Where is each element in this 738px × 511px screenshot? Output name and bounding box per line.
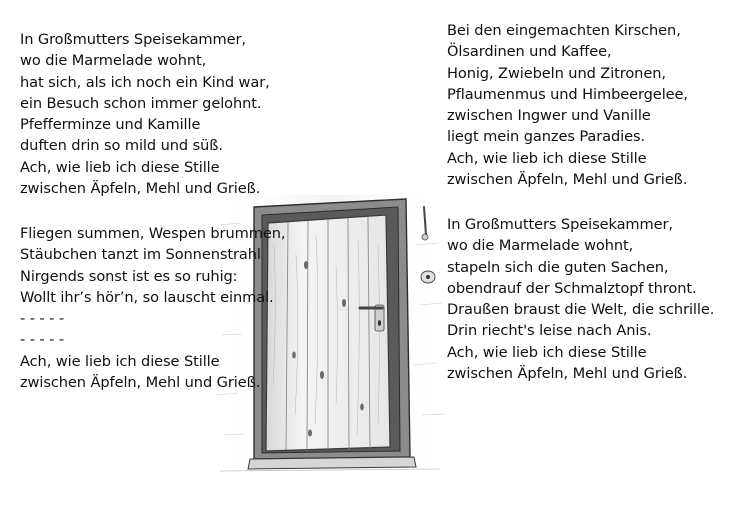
verse-line: Ach, wie lieb ich diese Stille	[447, 149, 647, 167]
verse-line: Bei den eingemachten Kirschen,	[447, 22, 681, 39]
verse-line: Pfefferminze und Kamille	[20, 116, 201, 134]
verse-line: Stäubchen tanzt im Sonnenstrahl	[20, 246, 261, 264]
stanza-1	[20, 29, 270, 199]
verse-line: Pflaumenmus und Himbeergelee,	[447, 85, 688, 103]
verse-line: ein Besuch schon immer gelohnt.	[20, 94, 262, 112]
verse-line: wo die Marmelade wohnt,	[20, 52, 207, 70]
verse-line: In Großmutters Speisekammer,	[447, 216, 673, 233]
verse-line: Nirgends sonst ist es so ruhig:	[20, 267, 238, 285]
verse-line: Draußen braust die Welt, die schrille.	[447, 301, 715, 319]
stanza-4	[447, 214, 714, 384]
verse-line: zwischen Äpfeln, Mehl und Grieß.	[20, 180, 261, 198]
verse-line: In Großmutters Speisekammer,	[20, 31, 246, 48]
verse-line: duften drin so mild und süß.	[20, 137, 223, 155]
verse-line: Ölsardinen und Kaffee,	[447, 43, 612, 61]
verse-line: Honig, Zwiebeln und Zitronen,	[447, 64, 666, 82]
verse-line: Wollt ihr’s hör’n, so lauscht einmal.	[20, 288, 274, 306]
door-threshold	[220, 457, 440, 471]
verse-line: zwischen Äpfeln, Mehl und Grieß.	[20, 374, 261, 392]
verse-line: zwischen Äpfeln, Mehl und Grieß.	[447, 171, 688, 189]
verse-line: obendrauf der Schmalztopf thront.	[447, 279, 697, 297]
verse-line: Fliegen summen, Wespen brummen,	[20, 225, 286, 242]
verse-line: - - - - -	[20, 310, 64, 328]
verse-line: liegt mein ganzes Paradies.	[447, 128, 646, 146]
verse-line: Ach, wie lieb ich diese Stille	[20, 158, 220, 176]
verse-line: Ach, wie lieb ich diese Stille	[447, 343, 647, 361]
verse-line: hat sich, als ich noch ein Kind war,	[20, 73, 270, 91]
stanza-2	[20, 223, 285, 393]
verse-line: zwischen Ingwer und Vanille	[447, 107, 651, 125]
verse-line: wo die Marmelade wohnt,	[447, 237, 634, 255]
verse-line: - - - - -	[20, 331, 64, 349]
stanza-3	[447, 20, 688, 190]
verse-line: Ach, wie lieb ich diese Stille	[20, 352, 220, 370]
verse-line: stapeln sich die guten Sachen,	[447, 258, 669, 276]
verse-line: zwischen Äpfeln, Mehl und Grieß.	[447, 365, 688, 383]
verse-line: Drin riecht's leise nach Anis.	[447, 322, 652, 340]
